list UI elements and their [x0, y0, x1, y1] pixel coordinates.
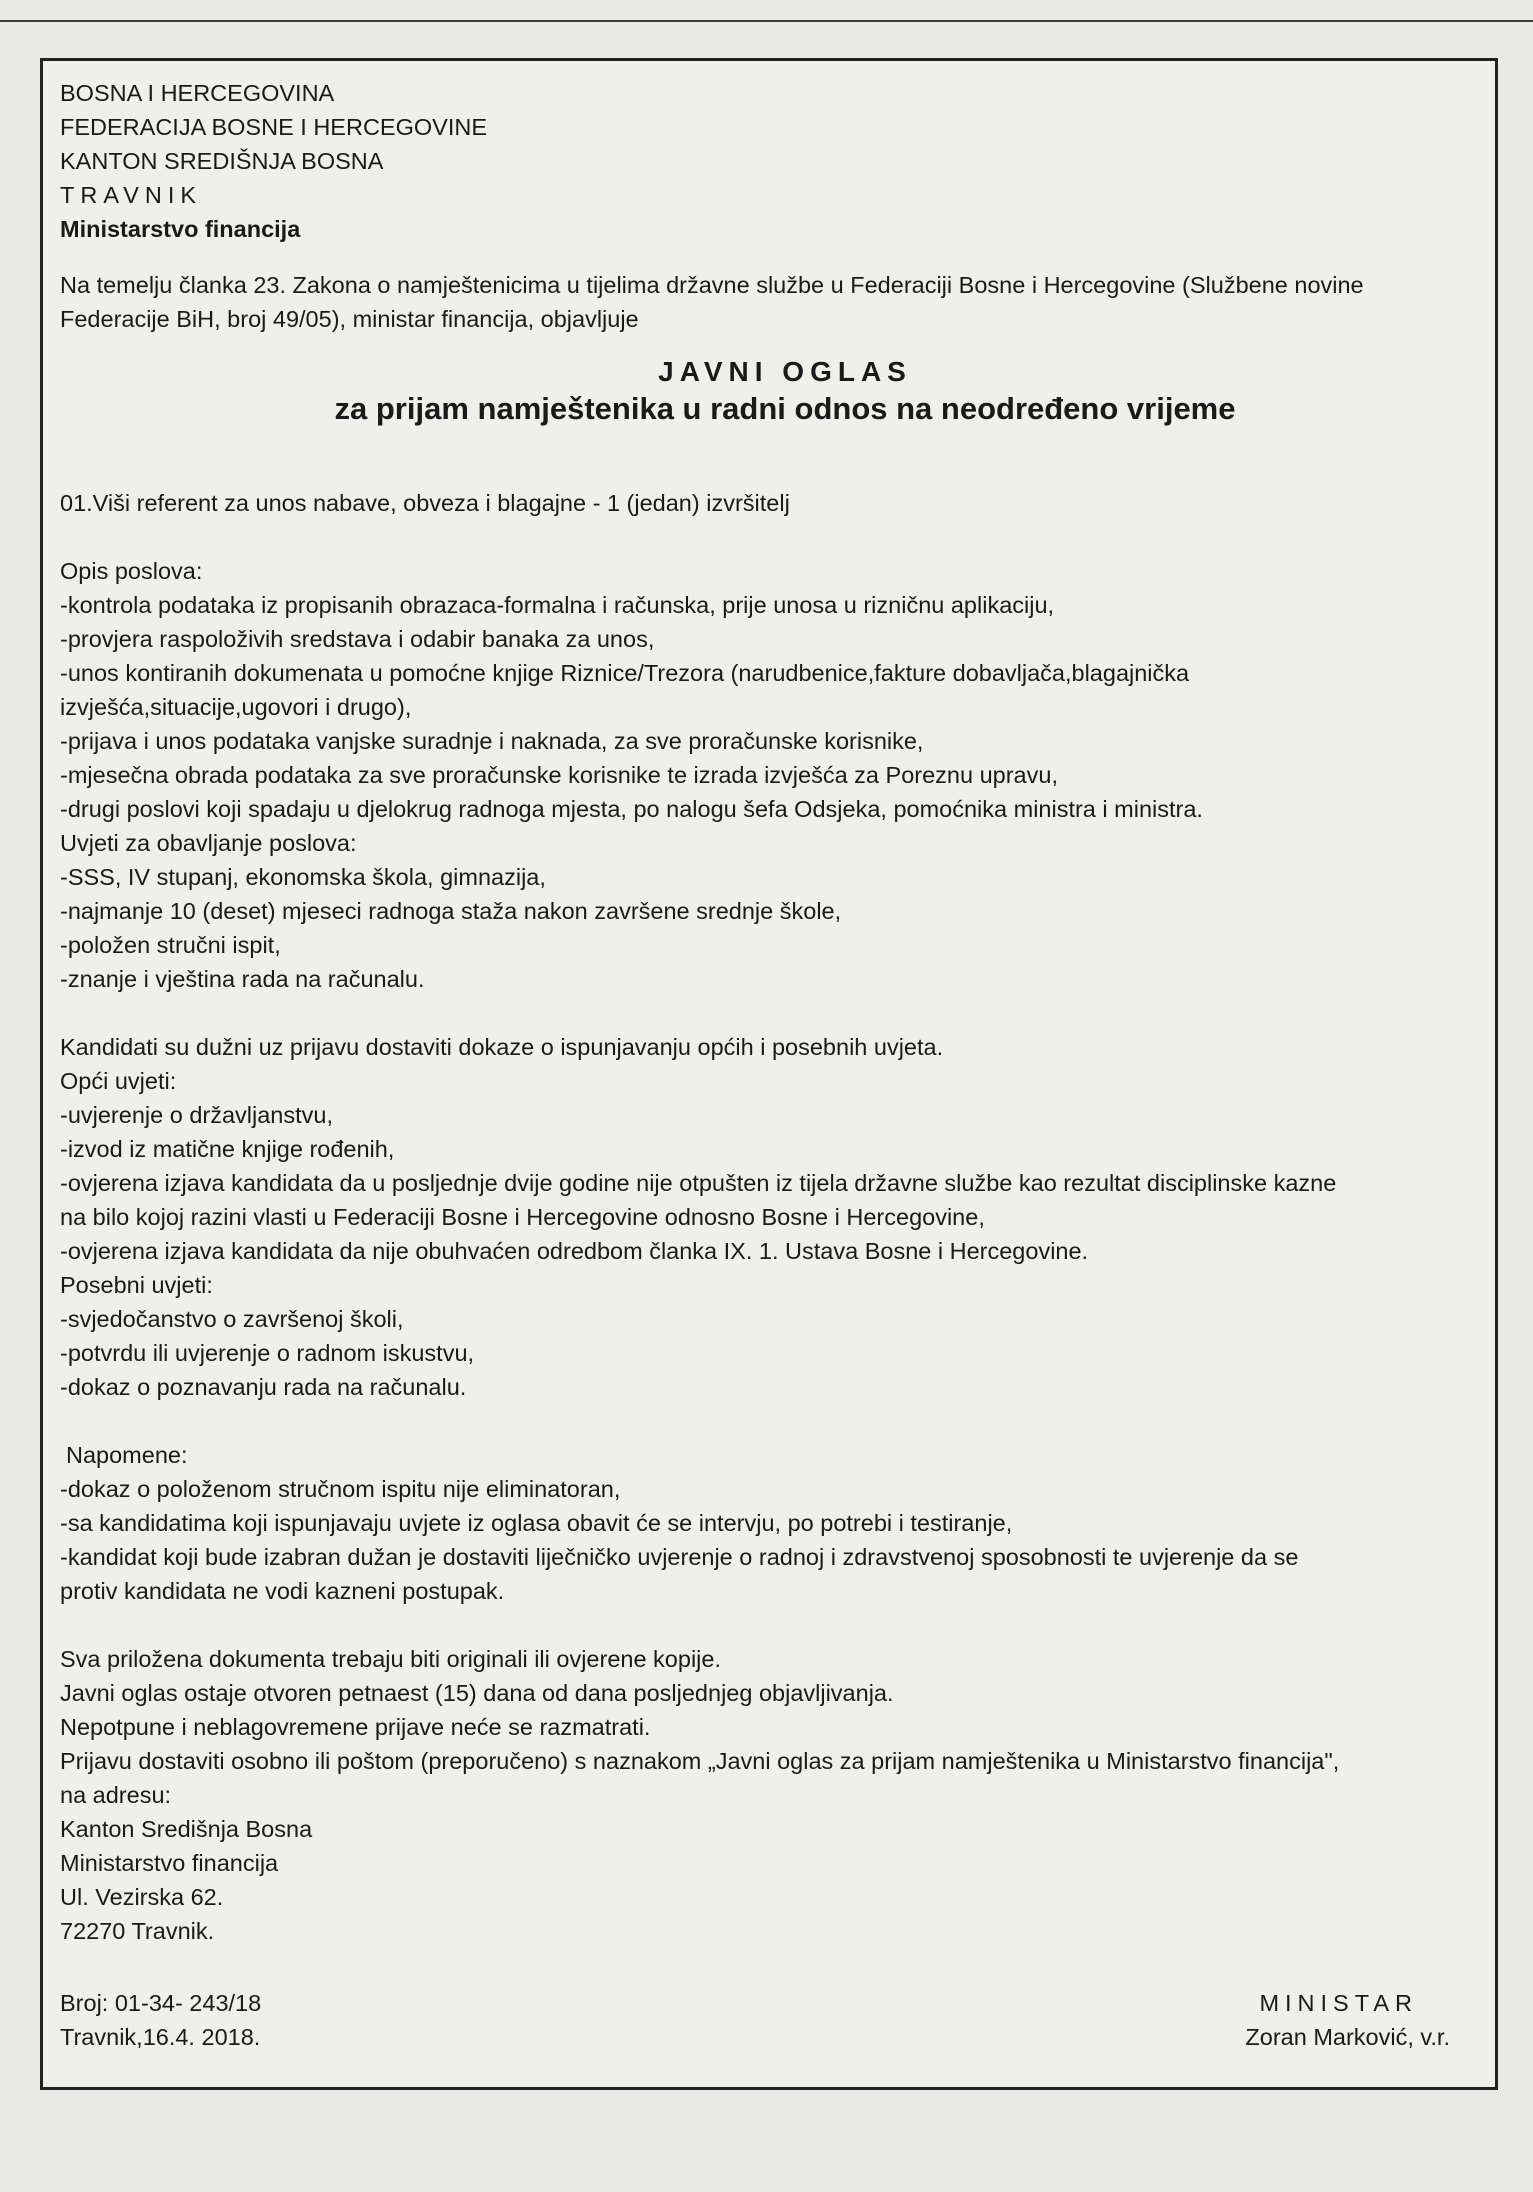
- section-heading: Opći uvjeti:: [60, 1068, 177, 1094]
- address-line: 72270 Travnik.: [60, 1918, 215, 1944]
- job-description: [60, 554, 1470, 826]
- list-item: -prijava i unos podataka vanjske suradnje i naknada, za sve proračunske korisnike,: [60, 728, 924, 754]
- top-rule: [0, 20, 1533, 22]
- list-item: -znanje i vještina rada na računalu.: [60, 966, 425, 992]
- intro-paragraph: [60, 268, 1470, 336]
- list-item: -unos kontiranih dokumenata u pomoćne knjige Riznice/Trezora (narudbenice,fakture dobavljača,blagajnička: [60, 660, 1190, 686]
- section-heading: Posebni uvjeti:: [60, 1272, 213, 1298]
- section-heading: Uvjeti za obavljanje poslova:: [60, 830, 357, 856]
- intro-line: Federacije BiH, broj 49/05), ministar financija, objavljuje: [60, 306, 639, 332]
- address-line: Ministarstvo financija: [60, 1850, 279, 1876]
- reference-number: Broj: 01-34- 243/18: [60, 1990, 262, 2016]
- announcement-content: [60, 76, 1470, 1948]
- special-conditions: [60, 1268, 1470, 1404]
- signatory-role: MINISTAR: [1259, 1990, 1418, 2016]
- list-item: -dokaz o položenom stručnom ispitu nije eliminatoran,: [60, 1476, 621, 1502]
- list-item: -najmanje 10 (deset) mjeseci radnoga staža nakon završene srednje škole,: [60, 898, 842, 924]
- list-item: -svjedočanstvo o završenoj školi,: [60, 1306, 404, 1332]
- list-item: protiv kandidata ne vodi kazneni postupak.: [60, 1578, 505, 1604]
- title-main: JAVNI OGLAS: [658, 356, 912, 387]
- list-item: -uvjerenje o državljanstvu,: [60, 1102, 333, 1128]
- list-item: -izvod iz matične knjige rođenih,: [60, 1136, 395, 1162]
- section-heading: Napomene:: [66, 1442, 188, 1468]
- list-item: -kandidat koji bude izabran dužan je dostaviti liječničko uvjerenje o radnoj i zdravstvenoj sposobnosti te uvjerenje da se: [60, 1544, 1299, 1570]
- candidates-note: Kandidati su dužni uz prijavu dostaviti dokaze o ispunjavanju općih i posebnih uvjeta.: [60, 1034, 944, 1060]
- notes: [60, 1438, 1470, 1608]
- reference-block: [60, 1986, 261, 2054]
- announcement-title: [100, 354, 1470, 428]
- issuer-header: [60, 76, 1470, 246]
- list-item: na bilo kojoj razini vlasti u Federaciji Bosne i Hercegovine odnosno Bosne i Hercegovine,: [60, 1204, 985, 1230]
- closing-line: Sva priložena dokumenta trebaju biti originali ili ovjerene kopije.: [60, 1646, 721, 1672]
- list-item: -položen stručni ispit,: [60, 932, 281, 958]
- title-sub: za prijam namještenika u radni odnos na neodređeno vrijeme: [334, 391, 1236, 426]
- general-conditions: [60, 1030, 1470, 1268]
- list-item: -drugi poslovi koji spadaju u djelokrug radnoga mjesta, po nalogu šefa Odsjeka, pomoćnika ministra i ministra.: [60, 796, 1203, 822]
- place-date: Travnik,16.4. 2018.: [60, 2024, 261, 2050]
- header-country: BOSNA I HERCEGOVINA: [60, 80, 335, 106]
- header-canton: KANTON SREDIŠNJA BOSNA: [60, 148, 384, 174]
- list-item: -ovjerena izjava kandidata da nije obuhvaćen odredbom članka IX. 1. Ustava Bosne i Hercegovine.: [60, 1238, 1089, 1264]
- section-heading: Opis poslova:: [60, 558, 203, 584]
- header-ministry: Ministarstvo financija: [60, 216, 301, 242]
- signatory-block: [1245, 1986, 1450, 2054]
- list-item: izvješća,situacije,ugovori i drugo),: [60, 694, 412, 720]
- closing-line: Javni oglas ostaje otvoren petnaest (15) dana od dana posljednjeg objavljivanja.: [60, 1680, 894, 1706]
- header-city: TRAVNIK: [60, 182, 203, 208]
- list-item: -provjera raspoloživih sredstava i odabir banaka za unos,: [60, 626, 655, 652]
- intro-line: Na temelju članka 23. Zakona o namještenicima u tijelima državne službe u Federaciji Bosne i Hercegovine (Službene novine: [60, 272, 1364, 298]
- address-line: Ul. Vezirska 62.: [60, 1884, 224, 1910]
- list-item: -SSS, IV stupanj, ekonomska škola, gimnazija,: [60, 864, 546, 890]
- job-conditions: [60, 826, 1470, 996]
- position-line: [60, 486, 1470, 520]
- position-text: 01.Viši referent za unos nabave, obveza i blagajne - 1 (jedan) izvršitelj: [60, 490, 790, 516]
- list-item: -mjesečna obrada podataka za sve proračunske korisnike te izrada izvješća za Poreznu upravu,: [60, 762, 1058, 788]
- signatory-name: Zoran Marković, v.r.: [1245, 2024, 1450, 2050]
- list-item: -sa kandidatima koji ispunjavaju uvjete iz oglasa obavit će se intervju, po potrebi i testiranje,: [60, 1510, 1013, 1536]
- header-federation: FEDERACIJA BOSNE I HERCEGOVINE: [60, 114, 488, 140]
- closing-line: Nepotpune i neblagovremene prijave neće se razmatrati.: [60, 1714, 651, 1740]
- list-item: -potvrdu ili uvjerenje o radnom iskustvu,: [60, 1340, 475, 1366]
- address-line: Kanton Središnja Bosna: [60, 1816, 313, 1842]
- list-item: -dokaz o poznavanju rada na računalu.: [60, 1374, 467, 1400]
- closing-line: na adresu:: [60, 1782, 172, 1808]
- closing-line: Prijavu dostaviti osobno ili poštom (preporučeno) s naznakom „Javni oglas za prijam namještenika u Ministarstvo financija",: [60, 1748, 1340, 1774]
- closing-instructions: [60, 1642, 1470, 1948]
- list-item: -ovjerena izjava kandidata da u posljednje dvije godine nije otpušten iz tijela državne službe kao rezultat disciplinske kazne: [60, 1170, 1337, 1196]
- list-item: -kontrola podataka iz propisanih obrazaca-formalna i računska, prije unosa u rizničnu aplikaciju,: [60, 592, 1055, 618]
